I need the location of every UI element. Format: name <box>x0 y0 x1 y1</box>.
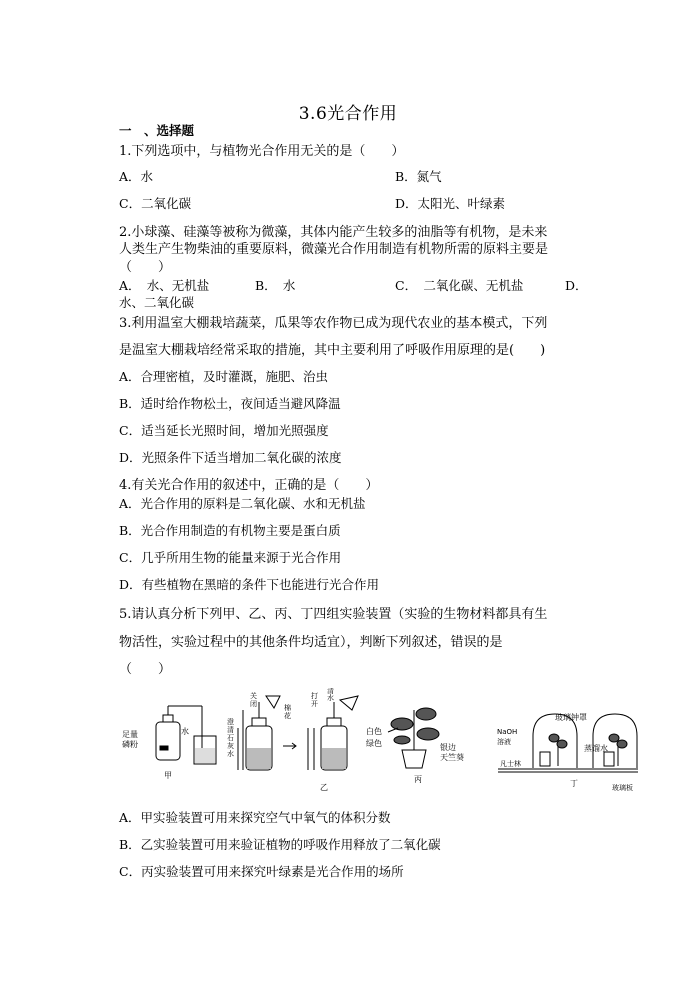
q3-option-d: D．光照条件下适当增加二氧化碳的浓度 <box>119 450 342 465</box>
q3-option-c: C．适当延长光照时间，增加光照强度 <box>119 423 329 438</box>
q2-option-d: D． <box>565 278 588 293</box>
apparatus-bing <box>388 708 439 768</box>
q2-line-2: 人类生产生物柴油的重要原料，微藻光合作用制造有机物所需的原料主要是 <box>119 242 549 257</box>
jia-phosphorus-label: 足量 <box>122 730 138 739</box>
q1-option-c: C．二氧化碳 <box>119 196 192 211</box>
yi-limewater-2: 清 <box>227 726 234 734</box>
q4-option-a: A．光合作用的原料是二氧化碳、水和无机盐 <box>119 496 366 511</box>
yi-limewater-1: 澄 <box>227 718 234 726</box>
q2-option-c: C． 二氧化碳、无机盐 <box>395 278 524 293</box>
section-heading: 一 、选择题 <box>119 123 195 138</box>
bing-white-label: 白色 <box>366 727 382 736</box>
bing-plant-label: 银边 <box>440 743 456 752</box>
q4-stem: 4.有关光合作用的叙述中，正确的是（ ） <box>119 478 379 493</box>
q1-option-d: D．太阳光、叶绿素 <box>395 196 506 211</box>
ding-bell-label: 玻璃钟罩 <box>555 713 587 722</box>
q1-option-b: B．氮气 <box>395 169 442 184</box>
q3-option-a: A．合理密植，及时灌溉，施肥、治虫 <box>119 369 329 384</box>
yi-label: 乙 <box>320 783 328 792</box>
yi-water-label: 清 <box>327 688 334 695</box>
q4-option-c: C．几乎所用生物的能量来源于光合作用 <box>119 550 342 565</box>
q3-line-2: 是温室大棚栽培经常采取的措施，其中主要利用了呼吸作用原理的是( ) <box>119 343 546 358</box>
yi-cotton-label-2: 花 <box>284 712 291 720</box>
yi-water-label-2: 水 <box>327 694 334 702</box>
experiment-figure <box>118 688 638 796</box>
q3-line-1: 3.利用温室大棚栽培蔬菜，瓜果等农作物已成为现代农业的基本模式，下列 <box>119 316 548 331</box>
q2-line-3: （ ） <box>119 260 172 275</box>
q5-line-3: （ ） <box>119 662 172 677</box>
q1-option-a: A．水 <box>119 169 154 184</box>
bing-label: 丙 <box>414 775 422 784</box>
q5-option-b: B．乙实验装置可用来验证植物的呼吸作用释放了二氧化碳 <box>119 837 441 852</box>
q2-option-b: B． 水 <box>255 278 296 293</box>
q2-line-1: 2.小球藻、硅藻等被称为微藻，其体内能产生较多的油脂等有机物，是未来 <box>119 225 548 240</box>
ding-plate-label: 玻璃板 <box>612 784 633 792</box>
q4-option-b: B．光合作用制造的有机物主要是蛋白质 <box>119 523 341 538</box>
q4-option-d: D．有些植物在黑暗的条件下也能进行光合作用 <box>119 577 380 592</box>
yi-cotton-label: 棉 <box>284 704 291 712</box>
q3-option-b: B．适时给作物松土，夜间适当避风降温 <box>119 396 341 411</box>
jia-phosphorus-label-2: 磷粉 <box>122 740 138 749</box>
yi-open-label: 打 <box>311 692 318 700</box>
q5-option-c: C．丙实验装置可用来探究叶绿素是光合作用的场所 <box>119 864 404 879</box>
yi-open-label-2: 开 <box>311 700 318 708</box>
q5-option-a: A．甲实验装置可用来探究空气中氧气的体积分数 <box>119 810 391 825</box>
page-title: 3.6光合作用 <box>298 104 398 124</box>
ding-naoh-label: NaOH <box>497 728 518 736</box>
q2-option-d-text: 水、二氧化碳 <box>119 295 195 310</box>
jia-water-label: 水 <box>181 727 189 736</box>
ding-label: 丁 <box>570 779 578 788</box>
ding-naoh-label-2: 溶液 <box>497 738 511 746</box>
ding-vaseline-label: 凡士林 <box>500 760 521 768</box>
bing-green-label: 绿色 <box>366 739 382 748</box>
jia-label: 甲 <box>164 771 172 780</box>
yi-close-label-2: 闭 <box>250 700 257 708</box>
ding-distilled-label: 蒸馏水 <box>584 744 608 753</box>
yi-limewater-5: 水 <box>227 750 234 758</box>
bing-plant-label-2: 天竺葵 <box>440 753 464 762</box>
q2-option-a: A． 水、无机盐 <box>119 278 210 293</box>
yi-limewater-3: 石 <box>227 734 234 742</box>
q1-stem: 1.下列选项中，与植物光合作用无关的是（ ） <box>119 144 405 159</box>
q5-line-2: 物活性，实验过程中的其他条件均适宜），判断下列叙述，错误的是 <box>119 635 503 650</box>
yi-close-label: 关 <box>250 692 257 700</box>
yi-limewater-4: 灰 <box>227 742 234 750</box>
q5-line-1: 5.请认真分析下列甲、乙、丙、丁四组实验装置（实验的生物材料都具有生 <box>119 607 548 622</box>
